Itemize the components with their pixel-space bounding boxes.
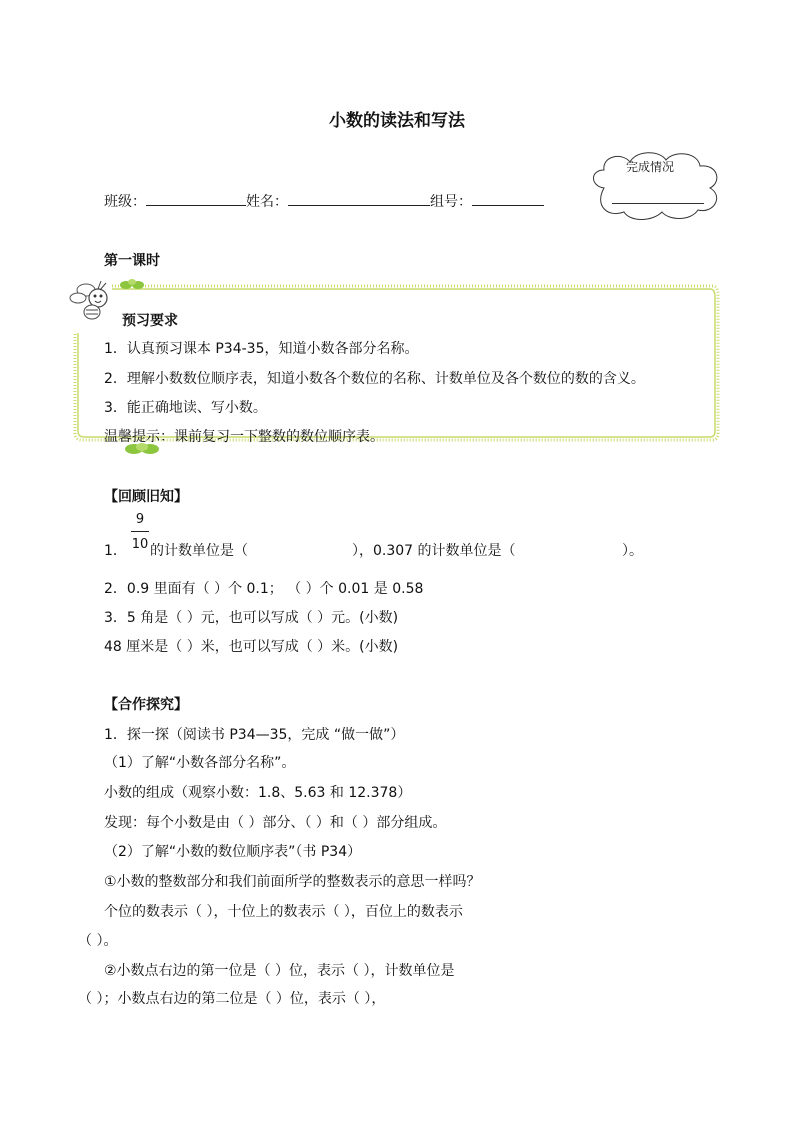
- review-heading: 【回顾旧知】: [104, 489, 188, 505]
- completion-label: 完成情况: [626, 160, 675, 174]
- review-q1-c: ）。: [622, 543, 643, 559]
- explore-line: ②小数点右边的第一位是（ ）位，表示（ ），计数单位是: [104, 963, 455, 979]
- explore-line: （1）了解“小数各部分名称”。: [104, 755, 296, 771]
- page-title: 小数的读法和写法: [329, 111, 465, 131]
- fraction-bar: [131, 531, 149, 532]
- explore-heading: 【合作探究】: [104, 697, 188, 713]
- preview-item: 3．能正确地读、写小数。: [104, 400, 267, 416]
- explore-line: （2）了解“小数的数位顺序表”（书 P34）: [104, 844, 362, 860]
- completion-blank[interactable]: [612, 203, 704, 204]
- lesson-heading: 第一课时: [104, 253, 160, 269]
- review-q3: 3．5 角是（ ）元，也可以写成（ ）元。(小数): [104, 610, 399, 626]
- explore-line: （ ）；小数点右边的第二位是（ ）位，表示（ ），: [78, 991, 386, 1007]
- preview-frame: [72, 283, 720, 443]
- explore-line: 1．探一探（阅读书 P34—35，完成 “做一做”）: [104, 727, 405, 743]
- explore-line: 发现：每个小数是由（ ）部分、（ ）和（ ）部分组成。: [104, 815, 447, 831]
- group-blank[interactable]: [472, 190, 544, 206]
- review-q1-b: ），0.307 的计数单位是（: [352, 543, 516, 559]
- preview-item: 2．理解小数数位顺序表，知道小数各个数位的名称、计数单位及各个数位的数的含义。: [104, 371, 645, 387]
- review-q2: 2．0.9 里面有（ ）个 0.1； （ ）个 0.01 是 0.58: [104, 581, 424, 597]
- review-q4: 48 厘米是（ ）米，也可以写成（ ）米。(小数): [104, 639, 399, 655]
- fraction-numerator: 9: [135, 512, 145, 527]
- name-blank[interactable]: [288, 190, 430, 206]
- explore-line: （ ）。: [78, 933, 118, 949]
- student-info-row: [104, 190, 544, 211]
- review-q1-a: 的计数单位是（: [150, 543, 248, 559]
- group-label: 组号：: [430, 194, 472, 210]
- review-q1-prefix: 1．: [104, 543, 127, 559]
- class-blank[interactable]: [146, 190, 246, 206]
- fraction-denominator: 10: [131, 537, 149, 552]
- name-label: 姓名：: [246, 194, 288, 210]
- explore-line: 小数的组成（观察小数：1.8、5.63 和 12.378）: [104, 785, 412, 801]
- clover-icon: [118, 278, 146, 292]
- explore-line: ①小数的整数部分和我们前面所学的整数表示的意思一样吗？: [104, 874, 481, 890]
- class-label: 班级：: [104, 194, 146, 210]
- explore-line: 个位的数表示（ ），十位上的数表示（ ），百位上的数表示: [104, 904, 463, 920]
- bee-icon: [68, 276, 120, 322]
- preview-item: 1．认真预习课本 P34-35，知道小数各部分名称。: [104, 341, 419, 357]
- preview-heading: 预习要求: [122, 313, 178, 329]
- preview-tip: 温馨提示：课前复习一下整数的数位顺序表。: [104, 429, 384, 445]
